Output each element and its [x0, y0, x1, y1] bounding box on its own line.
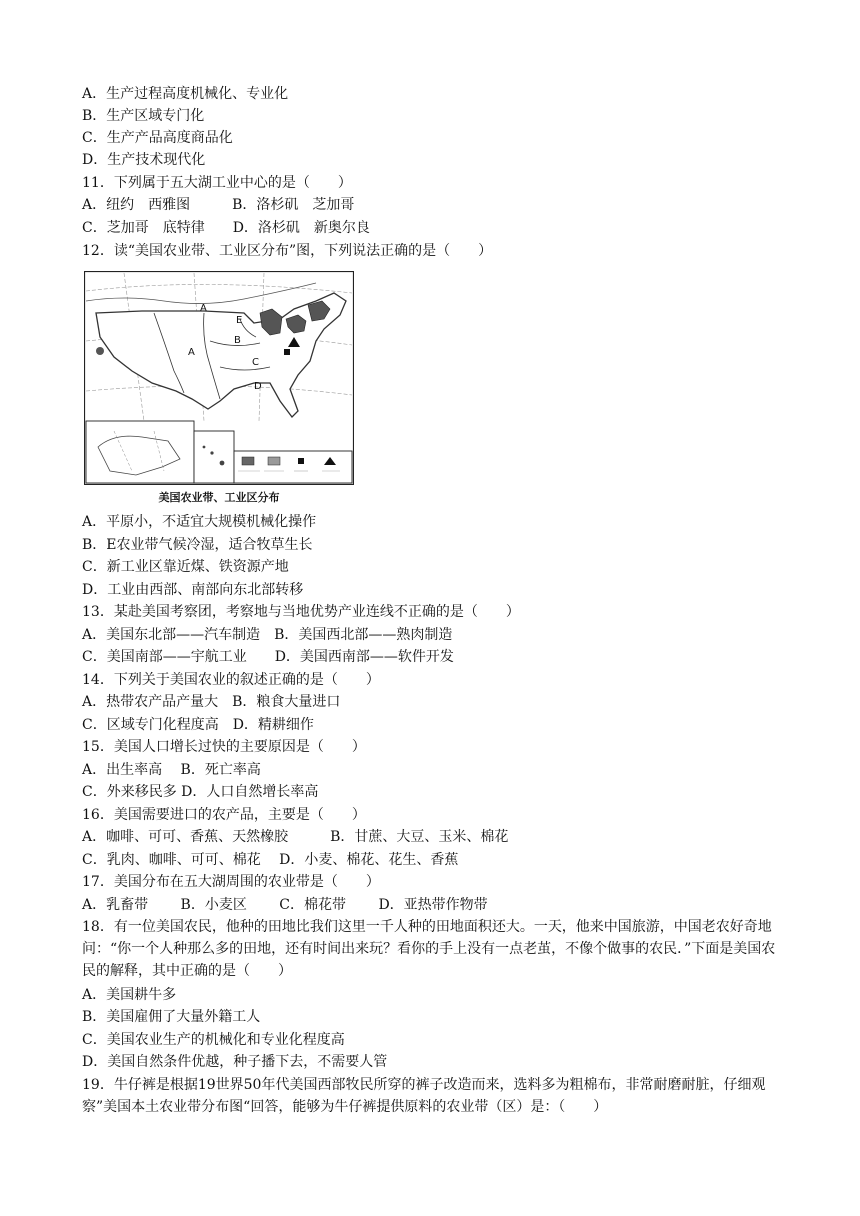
q12-option-d: D．工业由西部、南部向东北部转移 [82, 582, 304, 598]
question-17: 17．美国分布在五大湖周围的农业带是（ ） [82, 874, 380, 890]
q13-options-cd: C．美国南部——宇航工业 D．美国西南部——软件开发 [82, 649, 454, 665]
option-c: C．生产产品高度商品化 [82, 130, 233, 146]
map-label-e: E [236, 315, 243, 326]
q18-option-c: C．美国农业生产的机械化和专业化程度高 [82, 1032, 345, 1048]
q12-option-a: A．平原小，不适宜大规模机械化操作 [82, 514, 317, 530]
q11-options-cd: C．芝加哥 底特律 D．洛杉矶 新奥尔良 [82, 220, 370, 236]
q12-option-b: B．E农业带气候冷湿，适合牧草生长 [82, 537, 313, 553]
map-label-c: C [252, 357, 259, 368]
q13-options-ab: A．美国东北部——汽车制造 B．美国西北部——熟肉制造 [82, 627, 453, 643]
us-agriculture-industry-map [84, 271, 354, 485]
q16-options-cd: C．乳肉、咖啡、可可、棉花 D．小麦、棉花、花生、香蕉 [82, 852, 459, 868]
map-label-a-south: A [188, 347, 195, 358]
q14-options-cd: C．区域专门化程度高 D．精耕细作 [82, 717, 314, 733]
q12-option-c: C．新工业区靠近煤、铁资源产地 [82, 559, 289, 575]
question-12: 12．读“美国农业带、工业区分布”图，下列说法正确的是（ ） [82, 243, 493, 259]
map-label-a-north: A [200, 303, 207, 314]
q11-options-ab: A．纽约 西雅图 B．洛杉矶 芝加哥 [82, 197, 355, 213]
q16-options-ab: A．咖啡、可可、香蕉、天然橡胶 B．甘蔗、大豆、玉米、棉花 [82, 829, 509, 845]
option-d: D．生产技术现代化 [82, 152, 206, 168]
q15-options-cd: C．外来移民多 D．人口自然增长率高 [82, 784, 319, 800]
question-18: 18．有一位美国农民，他种的田地比我们这里一千人种的田地面积还大。一天，他来中国旅游，中国老农好奇地问：“你一个人种那么多的田地，还有时间出来玩？看你的手上没有一点老茧，不像个做事的农民．”下面是美国农民的解释，其中正确的是（ ） [82, 919, 776, 979]
question-14: 14．下列关于美国农业的叙述正确的是（ ） [82, 672, 380, 688]
q18-option-b: B．美国雇佣了大量外籍工人 [82, 1009, 261, 1025]
map-caption: 美国农业带、工业区分布 [158, 491, 280, 504]
q17-options: A．乳畜带 B．小麦区 C．棉花带 D．亚热带作物带 [82, 897, 488, 913]
q18-option-a: A．美国耕牛多 [82, 987, 177, 1003]
option-a: A．生产过程高度机械化、专业化 [82, 86, 289, 102]
question-19: 19．牛仔裤是根据19世界50年代美国西部牧民所穿的裤子改造而来，选料多为粗棉布，非常耐磨耐脏，仔细观察”美国本土农业带分布图“回答，能够为牛仔裤提供原料的农业带（区）是：（ ） [82, 1077, 766, 1115]
q18-option-d: D．美国自然条件优越，种子播下去，不需要人管 [82, 1054, 388, 1070]
q14-options-ab: A．热带农产品产量大 B．粮食大量进口 [82, 694, 341, 710]
option-b: B．生产区域专门化 [82, 108, 205, 124]
q15-options-ab: A．出生率高 B．死亡率高 [82, 762, 261, 778]
question-15: 15．美国人口增长过快的主要原因是（ ） [82, 739, 366, 755]
question-11: 11．下列属于五大湖工业中心的是（ ） [82, 175, 352, 191]
map-label-b: B [234, 335, 241, 346]
question-13: 13．某赴美国考察团，考察地与当地优势产业连线不正确的是（ ） [82, 604, 520, 620]
question-16: 16．美国需要进口的农产品，主要是（ ） [82, 807, 366, 823]
map-label-d: D [254, 381, 262, 392]
